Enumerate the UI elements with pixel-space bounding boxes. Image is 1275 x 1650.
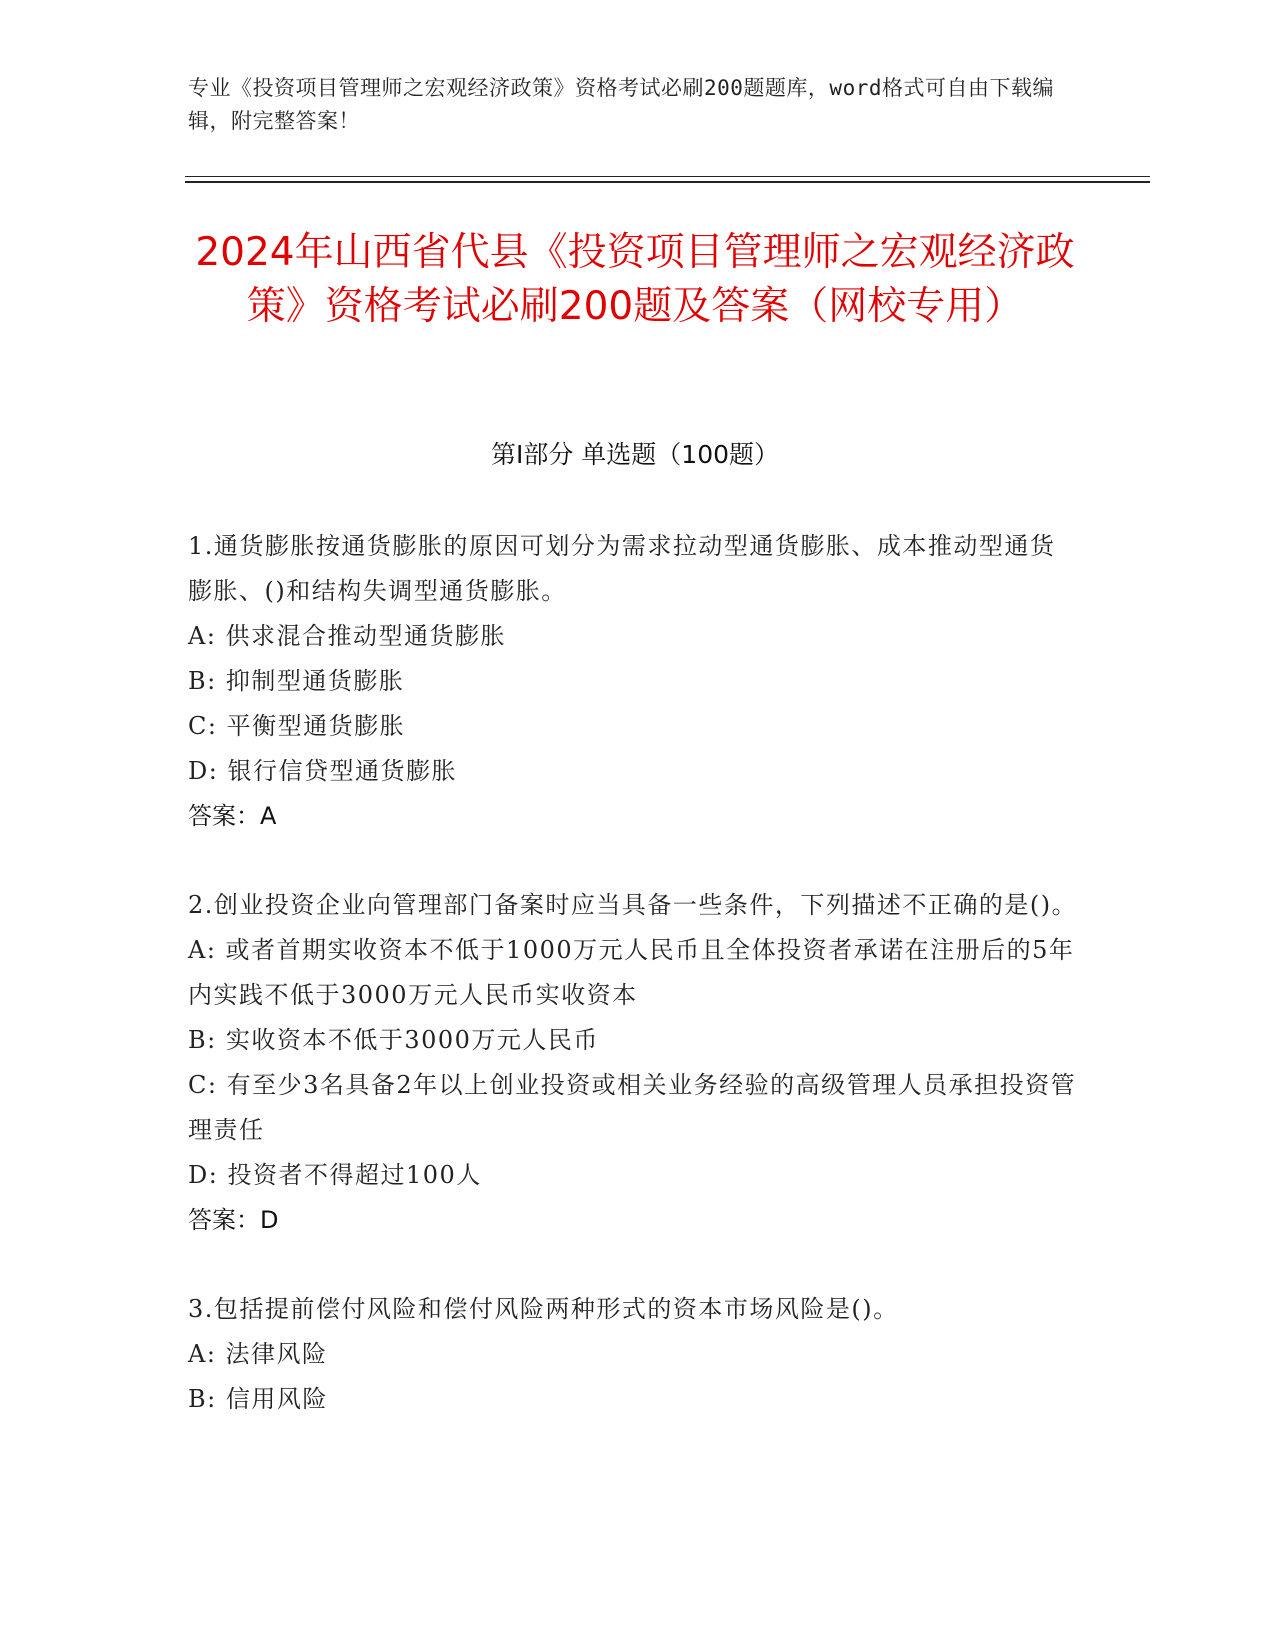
option-a: A: 或者首期实收资本不低于1000万元人民币且全体投资者承诺在注册后的5年内实践不低于3000万元人民币实收资本 (188, 936, 1075, 1009)
option-b: B: 信用风险 (188, 1385, 328, 1413)
question-2 (188, 883, 1078, 1243)
option-a: A: 供求混合推动型通货膨胀 (188, 622, 507, 650)
option-c: C: 有至少3名具备2年以上创业投资或相关业务经验的高级管理人员承担投资管理责任 (188, 1071, 1077, 1144)
answer: 答案：D (188, 1206, 279, 1234)
answer: 答案：A (188, 802, 277, 830)
question-stem: 3.包括提前偿付风险和偿付风险两种形式的资本市场风险是()。 (188, 1295, 899, 1323)
section-heading: 第I部分 单选题（100题） (490, 440, 780, 469)
question-1 (188, 524, 1078, 839)
question-3 (188, 1287, 1078, 1422)
option-d: D: 银行信贷型通货膨胀 (188, 757, 457, 785)
document-title: 2024年山西省代县《投资项目管理师之宏观经济政策》资格考试必刷200题及答案（网校专用） (195, 230, 1075, 329)
header-note: 专业《投资项目管理师之宏观经济政策》资格考试必刷200题题库，word格式可自由下载编辑，附完整答案！ (188, 76, 1054, 133)
option-c: C: 平衡型通货膨胀 (188, 712, 406, 740)
question-stem: 2.创业投资企业向管理部门备案时应当具备一些条件，下列描述不正确的是()。 (188, 891, 1078, 919)
question-list (188, 524, 1078, 1466)
option-b: B: 抑制型通货膨胀 (188, 667, 405, 695)
option-a: A: 法律风险 (188, 1340, 328, 1368)
option-b: B: 实收资本不低于3000万元人民币 (188, 1026, 599, 1054)
question-stem: 1.通货膨胀按通货膨胀的原因可划分为需求拉动型通货膨胀、成本推动型通货膨胀、()和结构失调型通货膨胀。 (188, 532, 1056, 605)
header-divider-thin (185, 176, 1150, 177)
option-d: D: 投资者不得超过100人 (188, 1161, 482, 1189)
header-divider-thick (185, 181, 1150, 183)
